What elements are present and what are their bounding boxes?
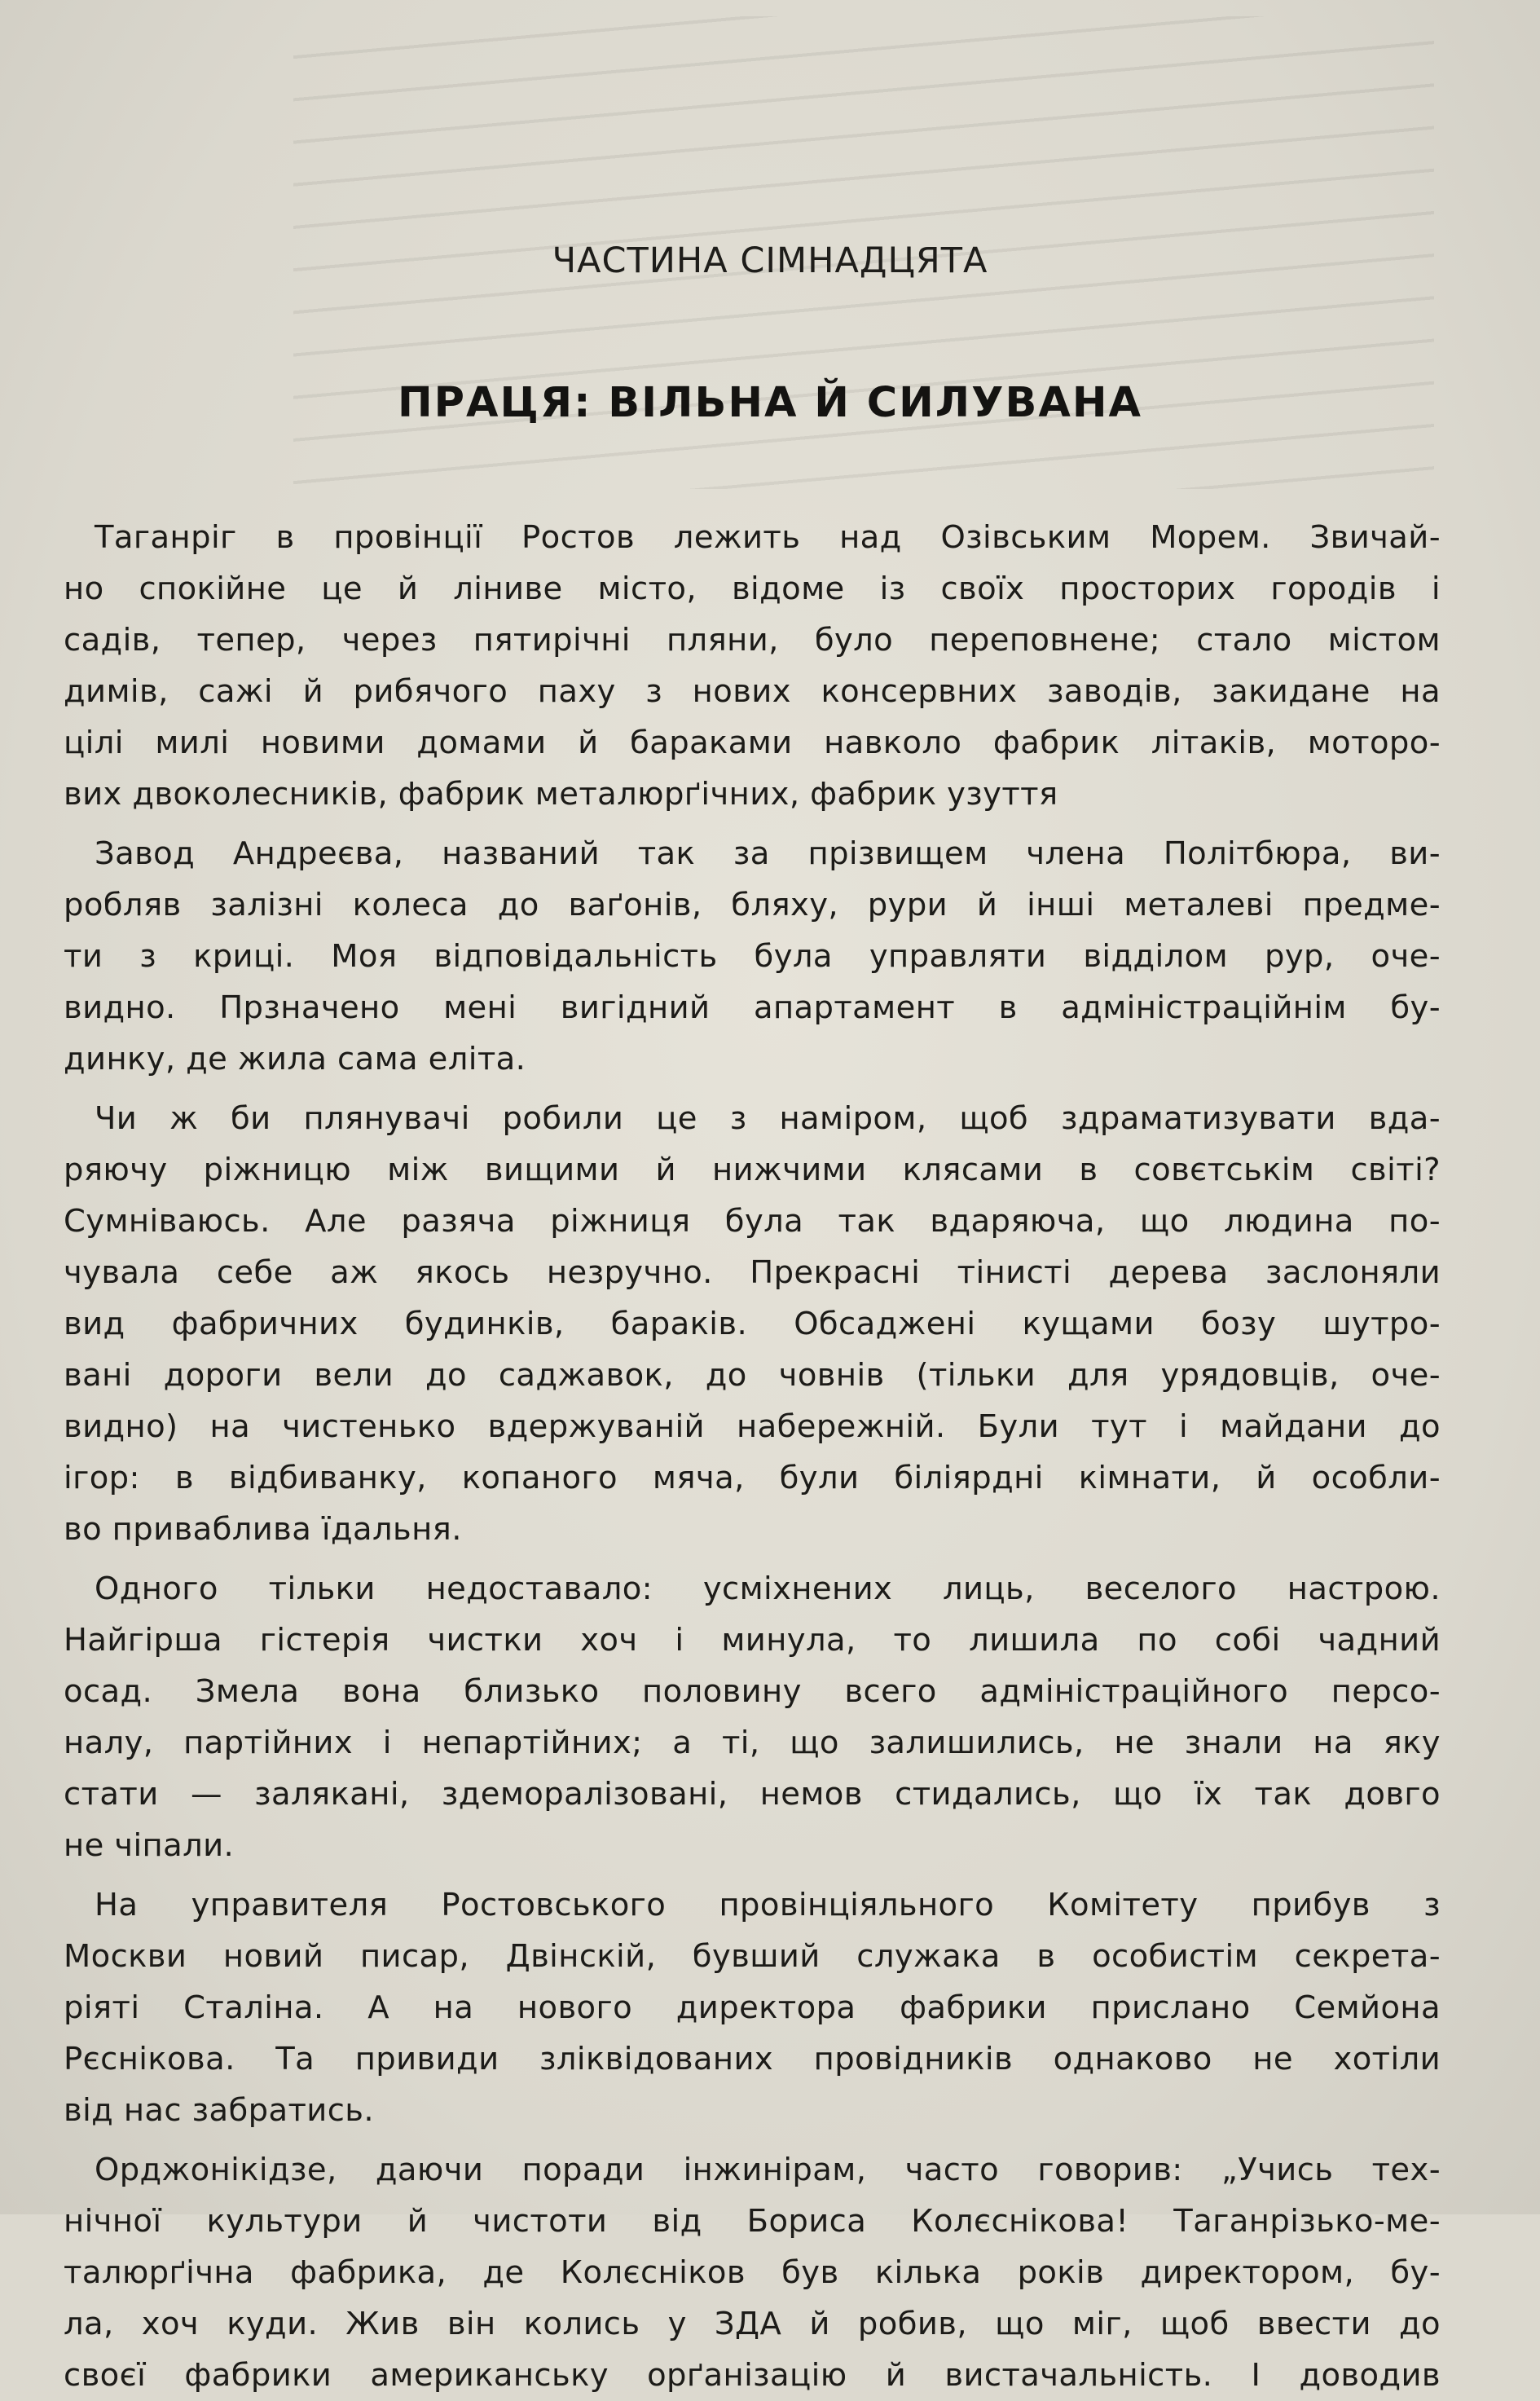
text-line: осад. Змела вона близько половину всего адміністраційного персо- [64, 1673, 1441, 1710]
body-text [64, 512, 1441, 2401]
text-line: своєї фабрики американську орґанізацію й вистачальність. І доводив [64, 2357, 1441, 2394]
text-line: Найгірша гістерія чистки хоч і минула, то лишила по собі чадний [64, 1622, 1441, 1659]
text-line: нічної культури й чистоти від Бориса Колєснікова! Таганрізько-ме- [64, 2203, 1441, 2240]
text-line: Таганріг в провінції Ростов лежить над Озівським Морем. Звичай- [95, 519, 1441, 556]
text-line: вих двоколесників, фабрик металюрґічних, фабрик узуття [64, 776, 1058, 813]
text-line: Рєснікова. Та привиди зліквідованих провідників однаково не хотіли [64, 2041, 1441, 2077]
text-line: чувала себе аж якось незручно. Прекрасні тінисті дерева заслоняли [64, 1254, 1441, 1291]
text-line: ряючу ріжницю між вищими й нижчими клясами в совєтськім світі? [64, 1152, 1441, 1188]
text-line: димів, сажі й рибячого паху з нових консервних заводів, закидане на [64, 673, 1441, 710]
text-line: стати — залякані, здеморалізовані, немов стидались, що їх так довго [64, 1776, 1441, 1813]
text-line: від нас забратись. [64, 2092, 374, 2129]
paragraph [64, 1563, 1441, 1871]
text-line: видно. Прзначено мені вигідний апартамент в адміністраційнім бу- [64, 989, 1441, 1026]
paragraph [64, 1093, 1441, 1555]
text-line: ла, хоч куди. Жив він колись у ЗДА й робив, що міг, щоб ввести до [64, 2306, 1441, 2342]
text-line: цілі милі новими домами й бараками навколо фабрик літаків, моторо- [64, 725, 1441, 761]
text-line: ігор: в відбиванку, копаного мяча, були біліярдні кімнати, й особли- [64, 1460, 1441, 1496]
paragraph [64, 828, 1441, 1085]
text-line: Сумніваюсь. Але разяча ріжниця була так вдаряюча, що людина по- [64, 1203, 1441, 1240]
text-line: Завод Андреєва, названий так за прізвищем члена Політбюра, ви- [95, 835, 1441, 872]
chapter-title: ПРАЦЯ: ВІЛЬНА Й СИЛУВАНА [398, 379, 1142, 427]
text-line: талюрґічна фабрика, де Колєсніков був кілька років директором, бу- [64, 2254, 1441, 2291]
paragraph [64, 512, 1441, 820]
text-line: Одного тільки недоставало: усміхнених лиць, веселого настрою. [95, 1571, 1441, 1607]
paragraph [64, 2144, 1441, 2401]
paragraph [64, 1879, 1441, 2136]
text-line: не чіпали. [64, 1827, 235, 1864]
text-line: вані дороги вели до саджавок, до човнів (тільки для урядовців, оче- [64, 1357, 1441, 1394]
text-line: вид фабричних будинків, бараків. Обсаджені кущами бозу шутро- [64, 1306, 1441, 1342]
part-title: ЧАСТИНА СІМНАДЦЯТА [552, 240, 988, 281]
text-line: видно) на чистенько вдержуваній набережній. Були тут і майдани до [64, 1408, 1441, 1445]
text-line: динку, де жила сама еліта. [64, 1041, 526, 1077]
text-line: налу, партійних і непартійних; а ті, що залишились, не знали на яку [64, 1725, 1441, 1761]
text-line: во приваблива їдальня. [64, 1511, 462, 1548]
text-line: Чи ж би плянувачі робили це з наміром, щоб здраматизувати вда- [95, 1100, 1441, 1137]
text-line: ти з криці. Моя відповідальність була управляти відділом рур, оче- [64, 938, 1441, 975]
text-line: садів, тепер, через пятирічні пляни, було переповнене; стало містом [64, 622, 1441, 659]
text-line: но спокійне це й ліниве місто, відоме із своїх просторих городів і [64, 571, 1441, 607]
text-line: На управителя Ростовського провінціяльного Комітету прибув з [95, 1887, 1441, 1923]
text-line: Москви новий писар, Двінскій, бувший служака в особистім секрета- [64, 1938, 1441, 1975]
text-line: робляв залізні колеса до ваґонів, бляху, рури й інші металеві предме- [64, 887, 1441, 923]
text-line: ріяті Сталіна. А на нового директора фабрики прислано Семйона [64, 1989, 1441, 2026]
text-line: Орджонікідзе, даючи поради інжинірам, часто говорив: „Учись тех- [95, 2152, 1441, 2188]
